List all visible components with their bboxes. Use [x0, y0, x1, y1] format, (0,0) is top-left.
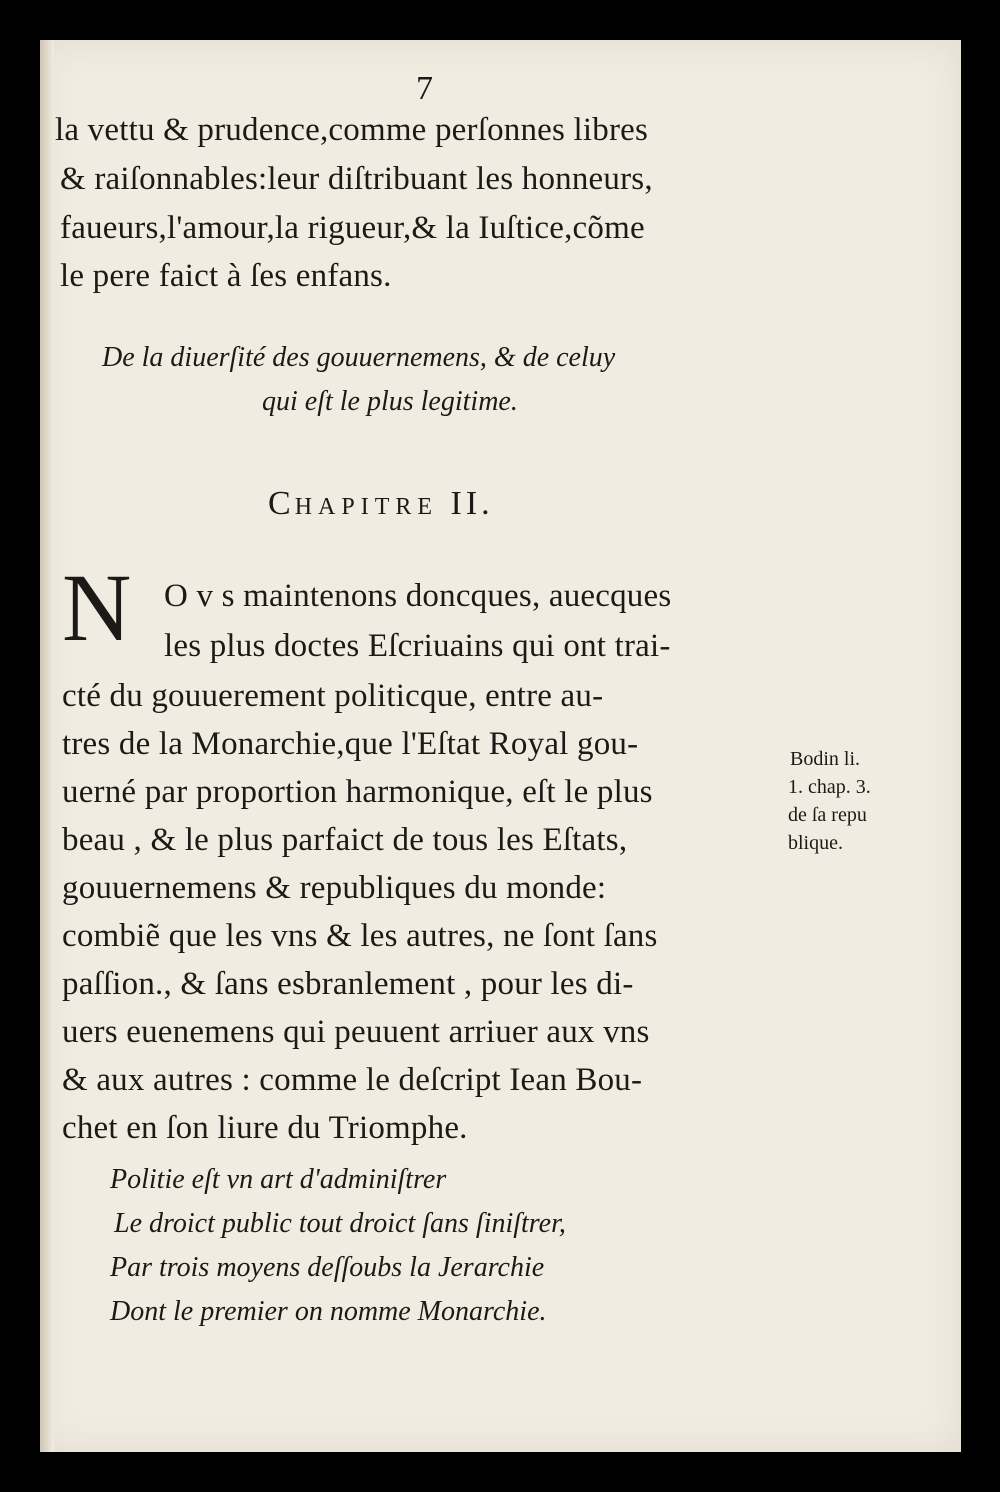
- text-line: le pere faict à ſes enfans.: [60, 258, 392, 294]
- verse-line: Le droict public tout droict ſans ſiniſtrer,: [114, 1208, 566, 1239]
- text-line: tres de la Monarchie,que l'Eſtat Royal gou-: [62, 726, 639, 762]
- margin-note-line: Bodin li.: [790, 748, 861, 770]
- margin-note-line: blique.: [788, 832, 843, 854]
- text-line: les plus doctes Eſcriuains qui ont trai-: [164, 628, 671, 664]
- section-heading-line1: De la diuerſité des gouuernemens, & de celuy: [102, 342, 616, 373]
- text-line: beau , & le plus parfaict de tous les Eſtats,: [62, 822, 628, 858]
- section-heading-line2: qui eſt le plus legitime.: [262, 386, 518, 417]
- text-line: gouuernemens & republiques du monde:: [62, 870, 607, 906]
- verse-line: Dont le premier on nomme Monarchie.: [110, 1296, 547, 1327]
- margin-note-line: de ſa repu: [788, 804, 867, 826]
- text-line: combiẽ que les vns & les autres, ne ſont ſans: [62, 918, 658, 954]
- text-line: faueurs,l'amour,la rigueur,& la Iuſtice,cõme: [60, 210, 645, 246]
- text-line: uers euenemens qui peuuent arriuer aux vns: [62, 1014, 650, 1050]
- text-line: O v s maintenons doncques, auecques: [164, 578, 672, 614]
- page-number: 7: [416, 70, 433, 107]
- chapter-initial: C: [268, 485, 295, 522]
- verse-line: Politie eſt vn art d'adminiſtrer: [110, 1164, 447, 1195]
- text-line: cté du gouuerement politicque, entre au-: [62, 678, 604, 714]
- book-page: [40, 40, 961, 1452]
- text-line: chet en ſon liure du Triomphe.: [62, 1110, 468, 1146]
- margin-note-line: 1. chap. 3.: [788, 776, 871, 798]
- page-gutter: [40, 40, 54, 1452]
- text-line: uerné par proportion harmonique, eſt le plus: [62, 774, 653, 810]
- text-line: & raiſonnables:leur diſtribuant les honneurs,: [60, 161, 653, 197]
- chapter-title: [268, 485, 494, 523]
- text-line: paſſion., & ſans esbranlement , pour les di-: [62, 966, 634, 1002]
- drop-cap: N: [62, 554, 132, 661]
- text-line: & aux autres : comme le deſcript Iean Bou-: [62, 1062, 643, 1098]
- text-line: la vettu & prudence,comme perſonnes libres: [55, 112, 649, 148]
- chapter-word: HAPITRE: [294, 494, 439, 520]
- verse-line: Par trois moyens deſſoubs la Jerarchie: [110, 1252, 545, 1283]
- chapter-numeral: II.: [450, 485, 494, 522]
